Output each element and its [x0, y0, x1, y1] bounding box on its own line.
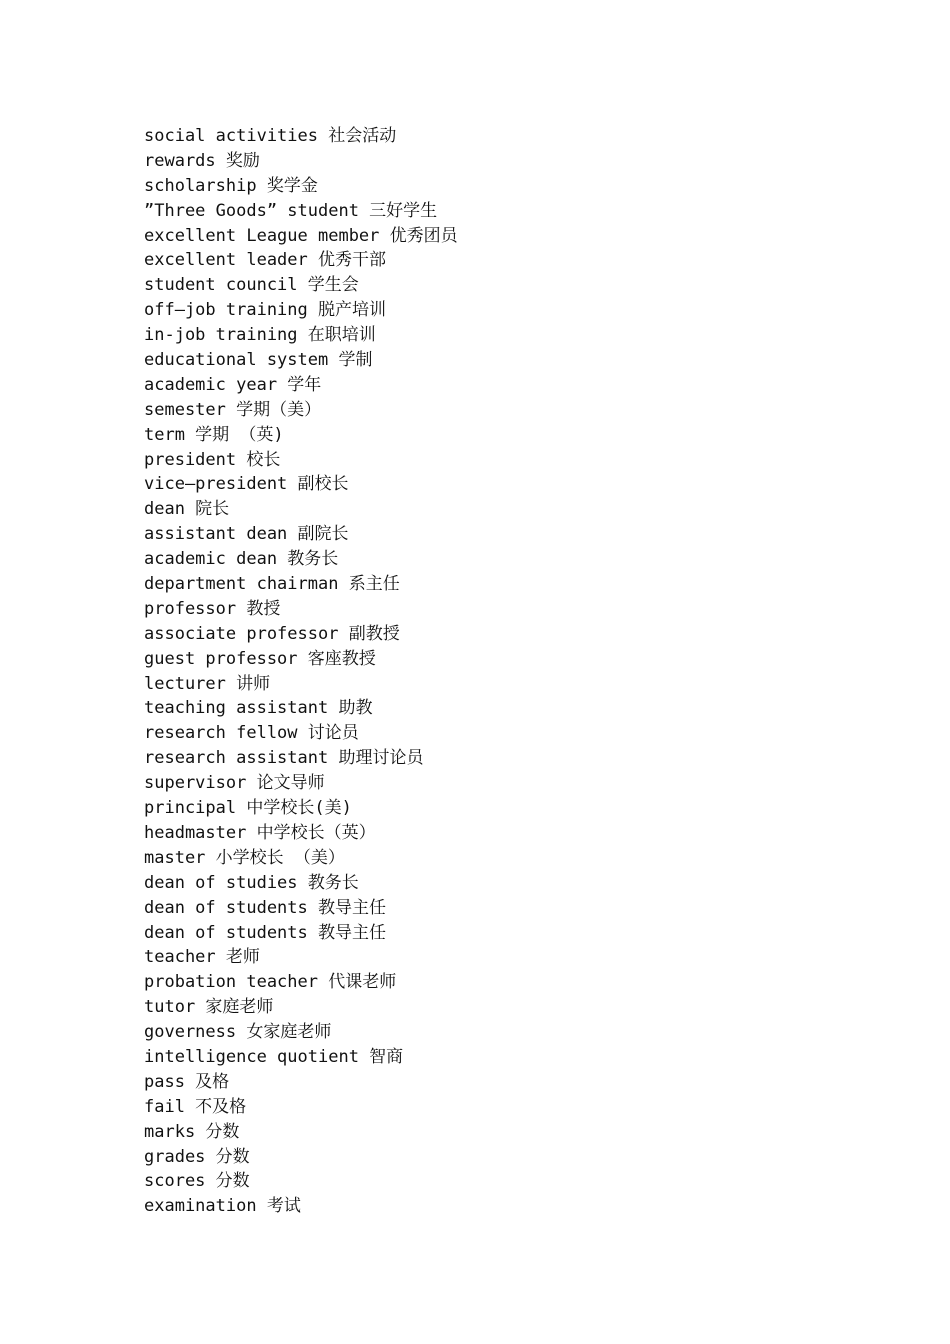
glossary-entry: scores 分数	[144, 1171, 250, 1192]
glossary-entry: rewards 奖励	[144, 150, 260, 171]
glossary-entry: dean of students 教导主任	[144, 897, 386, 918]
glossary-entry: semester 学期（美）	[144, 399, 322, 420]
glossary-entry: teacher 老师	[144, 947, 260, 968]
glossary-entry: intelligence quotient 智商	[144, 1046, 404, 1067]
glossary-entry: marks 分数	[144, 1121, 240, 1142]
glossary-entry: professor 教授	[144, 598, 281, 619]
glossary-entry: principal 中学校长(美)	[144, 798, 352, 819]
glossary-entry: lecturer 讲师	[144, 673, 271, 694]
glossary-entry: governess 女家庭老师	[144, 1022, 332, 1043]
glossary-entry: ”Three Goods” student 三好学生	[144, 200, 438, 221]
glossary-entry: educational system 学制	[144, 350, 373, 371]
glossary-entry: dean of studies 教务长	[144, 872, 359, 893]
glossary-entry: headmaster 中学校长（英）	[144, 822, 376, 843]
glossary-list	[144, 124, 458, 1219]
glossary-entry: scholarship 奖学金	[144, 175, 318, 196]
glossary-entry: master 小学校长 （美）	[144, 847, 345, 868]
glossary-entry: grades 分数	[144, 1146, 250, 1167]
glossary-entry: probation teacher 代课老师	[144, 972, 397, 993]
glossary-entry: dean 院长	[144, 499, 230, 520]
glossary-entry: vice—president 副校长	[144, 474, 349, 495]
glossary-entry: tutor 家庭老师	[144, 997, 274, 1018]
glossary-entry: in-job training 在职培训	[144, 325, 376, 346]
glossary-entry: social activities 社会活动	[144, 126, 397, 146]
glossary-entry: academic year 学年	[144, 374, 322, 395]
glossary-entry: examination 考试	[144, 1196, 301, 1217]
glossary-entry: assistant dean 副院长	[144, 524, 349, 545]
glossary-entry: excellent leader 优秀干部	[144, 250, 386, 271]
glossary-entry: fail 不及格	[144, 1096, 247, 1117]
glossary-entry: term 学期 （英)	[144, 424, 284, 445]
glossary-entry: president 校长	[144, 449, 281, 470]
glossary-entry: supervisor 论文导师	[144, 773, 325, 794]
glossary-entry: research assistant 助理讨论员	[144, 748, 424, 769]
glossary-entry: department chairman 系主任	[144, 574, 400, 595]
glossary-entry: academic dean 教务长	[144, 549, 339, 570]
glossary-entry: dean of students 教导主任	[144, 922, 386, 943]
glossary-entry: research fellow 讨论员	[144, 723, 359, 744]
glossary-entry: associate professor 副教授	[144, 623, 400, 644]
glossary-entry: pass 及格	[144, 1071, 230, 1092]
glossary-entry: off—job training 脱产培训	[144, 300, 386, 321]
glossary-entry: guest professor 客座教授	[144, 648, 376, 669]
glossary-entry: student council 学生会	[144, 275, 359, 296]
glossary-entry: teaching assistant 助教	[144, 698, 373, 719]
glossary-entry: excellent League member 优秀团员	[144, 225, 458, 246]
